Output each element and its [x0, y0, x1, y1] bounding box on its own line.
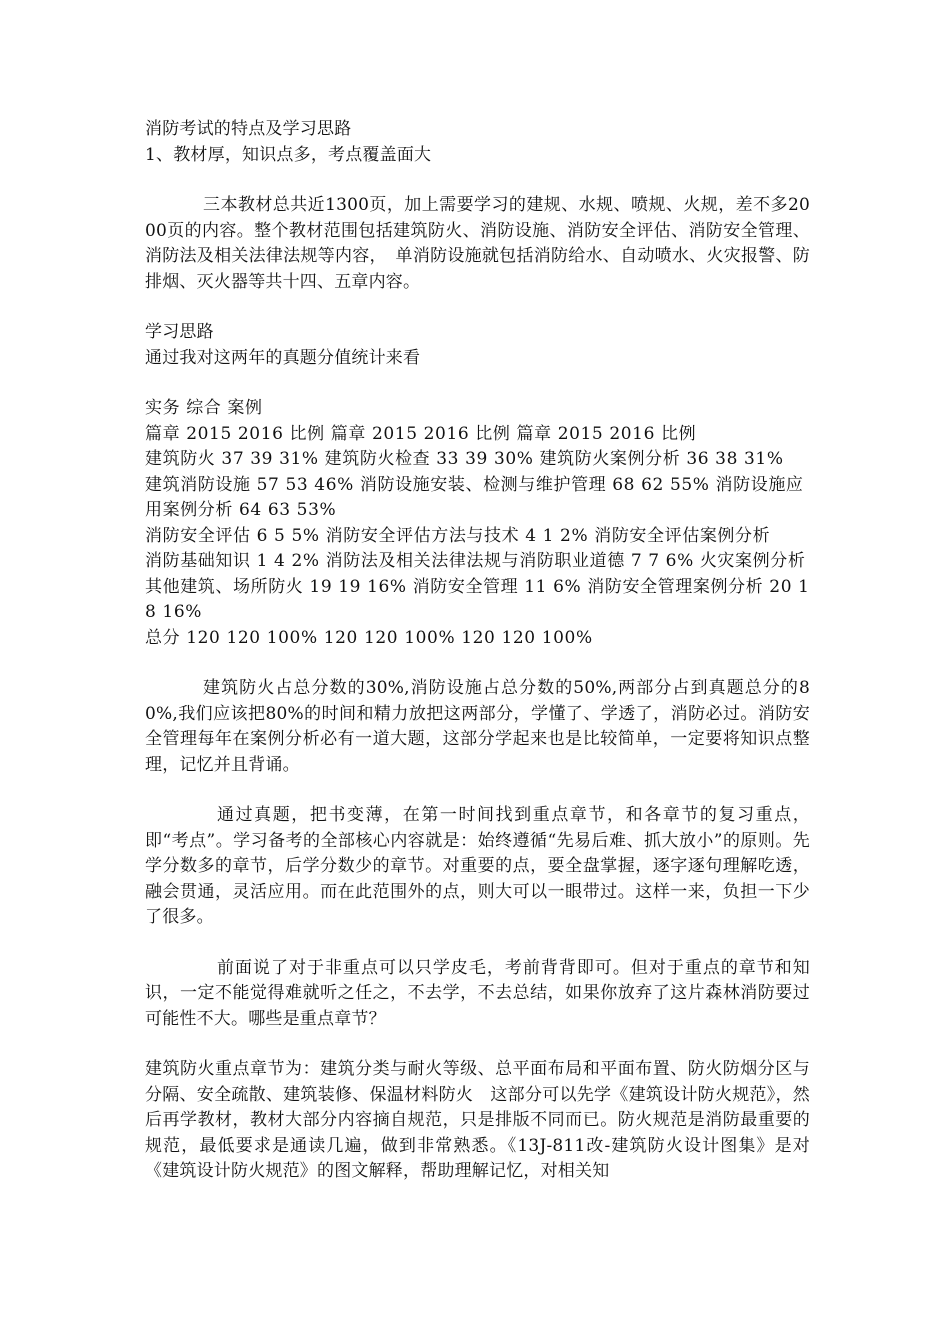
stats-row: 建筑防火 37 39 31% 建筑防火检查 33 39 30% 建筑防火案例分析 36 38 31%: [145, 449, 784, 469]
paragraph-textbook-scope: 三本教材总共近1300页，加上需要学习的建规、水规、喷规、火规，差不多2000页的内容。整个教材范围包括建筑防火、消防设施、消防安全评估、消防安全管理、消防法及相关法律法规等内容， 单消防设施就包括消防给水、自动喷水、火灾报警、防排烟、灭火器等共十四、五章内容。: [145, 195, 810, 292]
stats-row: 其他建筑、场所防火 19 19 16% 消防安全管理 11 6% 消防安全管理案例分析 20 18 16%: [145, 576, 810, 622]
paragraph-key-points: 通过真题，把书变薄，在第一时间找到重点章节，和各章节的复习重点，即“考点”。学习备考的全部核心内容就是：始终遵循“先易后难、抓大放小”的原则。先学分数多的章节，后学分数少的章节。对重要的点，要全盘掌握，逐字逐句理解吃透，融会贯通，灵活应用。而在此范围外的点，则大可以一眼带过。这样一来，负担一下少了很多。: [145, 805, 810, 927]
score-statistics: [145, 396, 810, 651]
document-body: [145, 117, 810, 1185]
paragraph-score-weight: 建筑防火占总分数的30%,消防设施占总分数的50%,两部分占到真题总分的80%,我们应该把80%的时间和精力放把这两部分，学懂了、学透了，消防必过。消防安全管理每年在案例分析必有一道大题，这部分学起来也是比较简单，一定要将知识点整理，记忆并且背诵。: [145, 678, 810, 775]
stats-row: 消防基础知识 1 4 2% 消防法及相关法律法规与消防职业道德 7 7 6% 火灾案例分析: [145, 551, 806, 571]
stats-row: 消防安全评估 6 5 5% 消防安全评估方法与技术 4 1 2% 消防安全评估案例分析: [145, 525, 771, 546]
paragraph-building-fire-chapters: 建筑防火重点章节为：建筑分类与耐火等级、总平面布局和平面布置、防火防烟分区与分隔、安全疏散、建筑装修、保温材料防火 这部分可以先学《建筑设计防火规范》，然后再学教材，教材大部分内容摘自规范，只是排版不同而已。防火规范是消防最重要的规范，最低要求是通读几遍，做到非常熟悉。《13J-811改-建筑防火设计图集》是对《建筑设计防火规范》的图文解释，帮助理解记忆，对相关知: [145, 1059, 810, 1181]
paragraph-key-chapters: 前面说了对于非重点可以只学皮毛，考前背背即可。但对于重点的章节和知识，一定不能觉得难就听之任之，不去学，不去总结，如果你放弃了这片森林消防要过可能性不大。哪些是重点章节？: [145, 957, 810, 1029]
document-title: 消防考试的特点及学习思路: [145, 119, 352, 139]
study-approach-intro: 通过我对这两年的真题分值统计来看: [145, 347, 421, 368]
stats-header: 篇章 2015 2016 比例 篇章 2015 2016 比例 篇章 2015 2016 比例: [145, 423, 697, 444]
study-approach-heading: 学习思路: [145, 322, 214, 342]
stats-categories: 实务 综合 案例: [145, 398, 263, 418]
stats-total-row: 总分 120 120 100% 120 120 100% 120 120 100%: [145, 627, 593, 648]
point-1-heading: 1、教材厚，知识点多，考点覆盖面大: [145, 144, 432, 165]
stats-row: 建筑消防设施 57 53 46% 消防设施安装、检测与维护管理 68 62 55% 消防设施应用案例分析 64 63 53%: [145, 474, 804, 520]
